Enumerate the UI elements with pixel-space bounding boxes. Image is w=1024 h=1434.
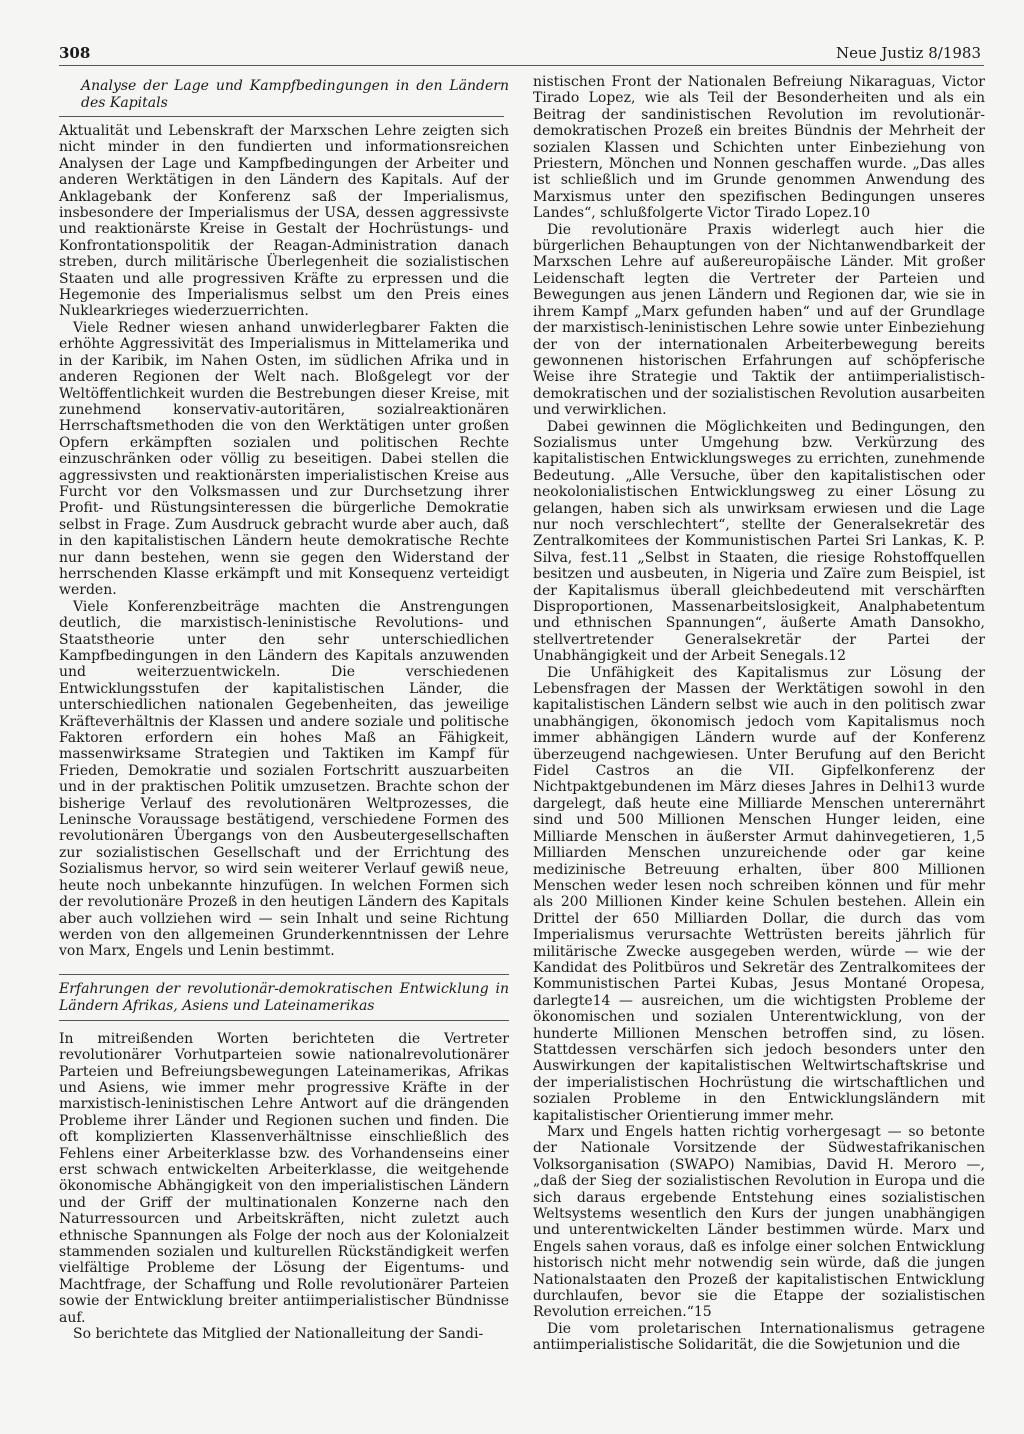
- right-column: [533, 74, 985, 1354]
- section-heading-experiences: Erfahrungen der revolutionär-demokratischen Entwicklung in Ländern Afrikas, Asiens und Lateinamerikas: [59, 974, 509, 1015]
- section-rule: [59, 1020, 509, 1021]
- paragraph: So berichtete das Mitglied der Nationalleitung der Sandi-: [73, 1326, 484, 1343]
- left-column: [59, 74, 509, 1342]
- paragraph: Viele Redner wiesen anhand unwiderlegbarer Fakten die erhöhte Aggressivität des Imperialismus in Mittelamerika und in der Karibik, im Nahen Osten, im südlichen Afrika und in anderen Regionen der Welt nach. Bloßgelegt vor der Weltöffentlichkeit wurden die Bestrebungen dieser Kreise, mit zunehmend konservativ-autoritären, sozialreaktionären Herrschaftsmethoden die von den Werktätigen unter großen Opfern erkämpften sozialen und politischen Rechte einzuschränken oder völlig zu beseitigen. Dabei stellen die aggressivsten und reaktionärsten imperialistischen Kreise aus Furcht vor den Volksmassen und zur Durchsetzung ihrer Profit- und Rüstungsinteressen die bürgerliche Demokratie selbst in Frage. Zum Ausdruck gebracht wurde aber auch, daß in den kapitalistischen Ländern heute demokratische Rechte nur dann bestehen, wenn sie gegen den Widerstand der herrschenden Klasse erkämpft und mit Konsequenz verteidigt werden.: [59, 319, 509, 599]
- paragraph: Die Unfähigkeit des Kapitalismus zur Lösung der Lebensfragen der Massen der Werktätigen sowohl in den kapitalistischen Ländern selbst wie auch in den politisch zwar unabhängigen, ökonomisch jedoch vom Kapitalismus noch immer abhängigen Ländern wurde auf der Konferenz überzeugend nachgewiesen. Unter Berufung auf den Bericht Fidel Castros an die VII. Gipfelkonferenz der Nichtpaktgebundenen im März dieses Jahres in Delhi13 wurde dargelegt, daß heute eine Milliarde Menschen unterernährt sind und 500 Millionen Menschen Hunger leiden, eine Milliarde Menschen in äußerster Armut dahinvegetieren, 1,5 Milliarden Menschen unzureichende oder gar keine medizinische Betreuung erhalten, über 800 Millionen Menschen weder lesen noch schreiben können und für mehr als 200 Millionen Kinder keine Schulen bestehen. Allein ein Drittel der 650 Milliarden Dollar, die durch das vom Imperialismus verursachte Wettrüsten bereits jährlich für militärische Zwecke ausgegeben werden, würde — wie der Kandidat des Politbüros und Sekretär des Zentralkomitees der Kommunistischen Partei Kubas, Jesus Montané Oropesa, darlegte14 — ausreichen, um die wichtigsten Probleme der ökonomischen und sozialen Unterentwicklung, von der hunderte Millionen Menschen betroffen sind, zu lösen. Stattdessen verschärfen sich jedoch besonders unter den Auswirkungen der kapitalistischen Weltwirtschaftskrise und der imperialistischen Hochrüstung die wirtschaftlichen und sozialen Probleme in den Entwicklungsländern mit kapitalistischer Orientierung immer mehr.: [533, 664, 985, 1124]
- paragraph: In mitreißenden Worten berichteten die Vertreter revolutionärer Vorhutparteien sowie nationalrevolutionärer Parteien und Befreiungsbewegungen Lateinamerikas, Afrikas und Asiens, wie immer mehr progressive Kräfte in der marxistisch-leninistischen Lehre Antwort auf die drängenden Probleme ihrer Länder und Regionen suchen und finden. Die oft komplizierten Klassenverhältnisse einschließlich des Fehlens einer Arbeiterklasse bzw. des Vorhandenseins einer erst schwach entwickelten Arbeiterklasse, die weitgehende ökonomische Abhängigkeit von den imperialistischen Ländern und der Griff der multinationalen Konzerne nach den Naturressourcen und Arbeitskräften, nicht zuletzt auch ethnische Spannungen als Folge der noch aus der Kolonialzeit stammenden sozialen und kulturellen Rückständigkeit werfen vielfältige Probleme der Lösung der Eigentums- und Machtfrage, der Schaffung und Rolle revolutionärer Parteien sowie der Entwicklung breiter antiimperialistischer Bündnisse auf.: [59, 1030, 509, 1326]
- paragraph: Aktualität und Lebenskraft der Marxschen Lehre zeigten sich nicht minder in den fundierten und informationsreichen Analysen der Lage und Kampfbedingungen der Arbeiter und anderen Werktätigen in den Ländern des Kapitals. Auf der Anklagebank der Konferenz saß der Imperialismus, insbesondere der Imperialismus der USA, dessen aggressivste und reaktionärste Kreise in Gestalt der Hochrüstungs- und Konfrontationspolitik der Reagan-Administration danach streben, durch militärische Überlegenheit die sozialistischen Staaten und alle progressiven Kräfte zu erpressen und die Hegemonie des Imperialismus selbst um den Preis eines Nuklearkrieges wiederzuerrichten.: [59, 123, 509, 320]
- journal-issue: Neue Justiz 8/1983: [836, 44, 981, 62]
- header-rule: [59, 65, 984, 66]
- section-rule: [59, 116, 504, 117]
- page-number: 308: [59, 44, 91, 62]
- paragraph: Dabei gewinnen die Möglichkeiten und Bedingungen, den Sozialismus unter Umgehung bzw. Verkürzung des kapitalistischen Entwicklungsweges zu errichten, zunehmende Bedeutung. „Alle Versuche, über den kapitalistischen oder neokolonialistischen Entwicklungsweg zu einer Lösung zu gelangen, haben sich als unwirksam erwiesen und die Lage nur noch verschlechtert“, stellte der Generalsekretär des Zentralkomitees der Kommunistischen Partei Sri Lankas, K. P. Silva, fest.11 „Selbst in Staaten, die riesige Rohstoffquellen besitzen und ausbeuten, in Nigeria und Zaïre zum Beispiel, ist der Kapitalismus überall gleichbedeutend mit verschärften Disproportionen, Massenarbeitslosigkeit, Analphabetentum und ethnischen Spannungen“, äußerte Amath Dansokho, stellvertretender Generalsekretär der Partei der Unabhängigkeit und der Arbeit Senegals.12: [533, 418, 985, 665]
- section-heading-analysis: Analyse der Lage und Kampfbedingungen in den Ländern des Kapitals: [81, 78, 509, 111]
- paragraph: Die revolutionäre Praxis widerlegt auch hier die bürgerlichen Behauptungen von der Nichtanwendbarkeit der Marxschen Lehre auf außereuropäische Länder. Mit großer Leidenschaft legten die Vertreter der Parteien und Bewegungen aus jenen Ländern und Regionen dar, wie sie in ihrem Kampf „Marx gefunden haben“ und auf der Grundlage der marxistisch-leninistischen Lehre sowie unter Einbeziehung der von der internationalen Arbeiterbewegung bereits gewonnenen historischen Erfahrungen auf schöpferische Weise ihre Strategie und Taktik der antiimperialistisch-demokratischen und der sozialistischen Revolution ausarbeiten und verwirklichen.: [533, 221, 985, 419]
- paragraph: Viele Konferenzbeiträge machten die Anstrengungen deutlich, die marxistisch-leninistische Revolutions- und Staatstheorie unter den sehr unterschiedlichen Kampfbedingungen in den Ländern des Kapitals anzuwenden und weiterzuentwickeln. Die verschiedenen Entwicklungsstufen der kapitalistischen Länder, die unterschiedlichen nationalen Gegebenheiten, das jeweilige Kräfteverhältnis der Klassen und andere soziale und politische Faktoren erfordern ein hohes Maß an Fähigkeit, massenwirksame Strategien und Taktiken im Kampf für Frieden, Demokratie und sozialen Fortschritt auszuarbeiten und in der praktischen Politik umzusetzen. Brachte schon der bisherige Verlauf des revolutionären Weltprozesses, die Leninsche Voraussage bestätigend, verschiedene Formen des revolutionären Übergangs von den Ausbeutergesellschaften zur sozialistischen Gesellschaft und der Errichtung des Sozialismus hervor, so wird sein weiterer Verlauf gewiß neue, heute noch unbekannte hinzufügen. In welchen Formen sich der revolutionäre Prozeß in den heutigen Ländern des Kapitals aber auch vollziehen wird — sein Inhalt und seine Richtung werden von den allgemeinen Grunderkenntnissen der Lehre von Marx, Engels und Lenin bestimmt.: [59, 598, 509, 960]
- paragraph: Die vom proletarischen Internationalismus getragene antiimperialistische Solidarität, die die Sowjetunion und die: [533, 1320, 985, 1354]
- paragraph: nistischen Front der Nationalen Befreiung Nikaraguas, Victor Tirado Lopez, wie als Teil der Besonderheiten und als ein Beitrag der sandinistischen Revolution im revolutionär-demokratischen Prozeß ein breites Bündnis der Mehrheit der sozialen Klassen und Schichten unter Einbeziehung von Priestern, Mönchen und Nonnen geschaffen wurde. „Das alles ist schließlich und im Grunde genommen Anwendung des Marxismus unter den spezifischen Bedingungen unseres Landes“, schlußfolgerte Victor Tirado Lopez.10: [533, 74, 985, 222]
- paragraph: Marx und Engels hatten richtig vorhergesagt — so betonte der Nationale Vorsitzende der Südwestafrikanischen Volksorganisation (SWAPO) Namibias, David H. Meroro —, „daß der Sieg der sozialistischen Revolution in Europa und die sich daraus ergebende Entstehung eines sozialistischen Weltsystems wesentlich den Kurs der jungen unabhängigen und unterentwickelten Länder bestimmen würde. Marx und Engels sahen voraus, daß es infolge einer solchen Entwicklung historisch nicht mehr notwendig sein würde, daß die jungen Nationalstaaten den Prozeß der kapitalistischen Entwicklung durchlaufen, bevor sie die Etappe der sozialistischen Revolution erreichen.“15: [533, 1124, 985, 1321]
